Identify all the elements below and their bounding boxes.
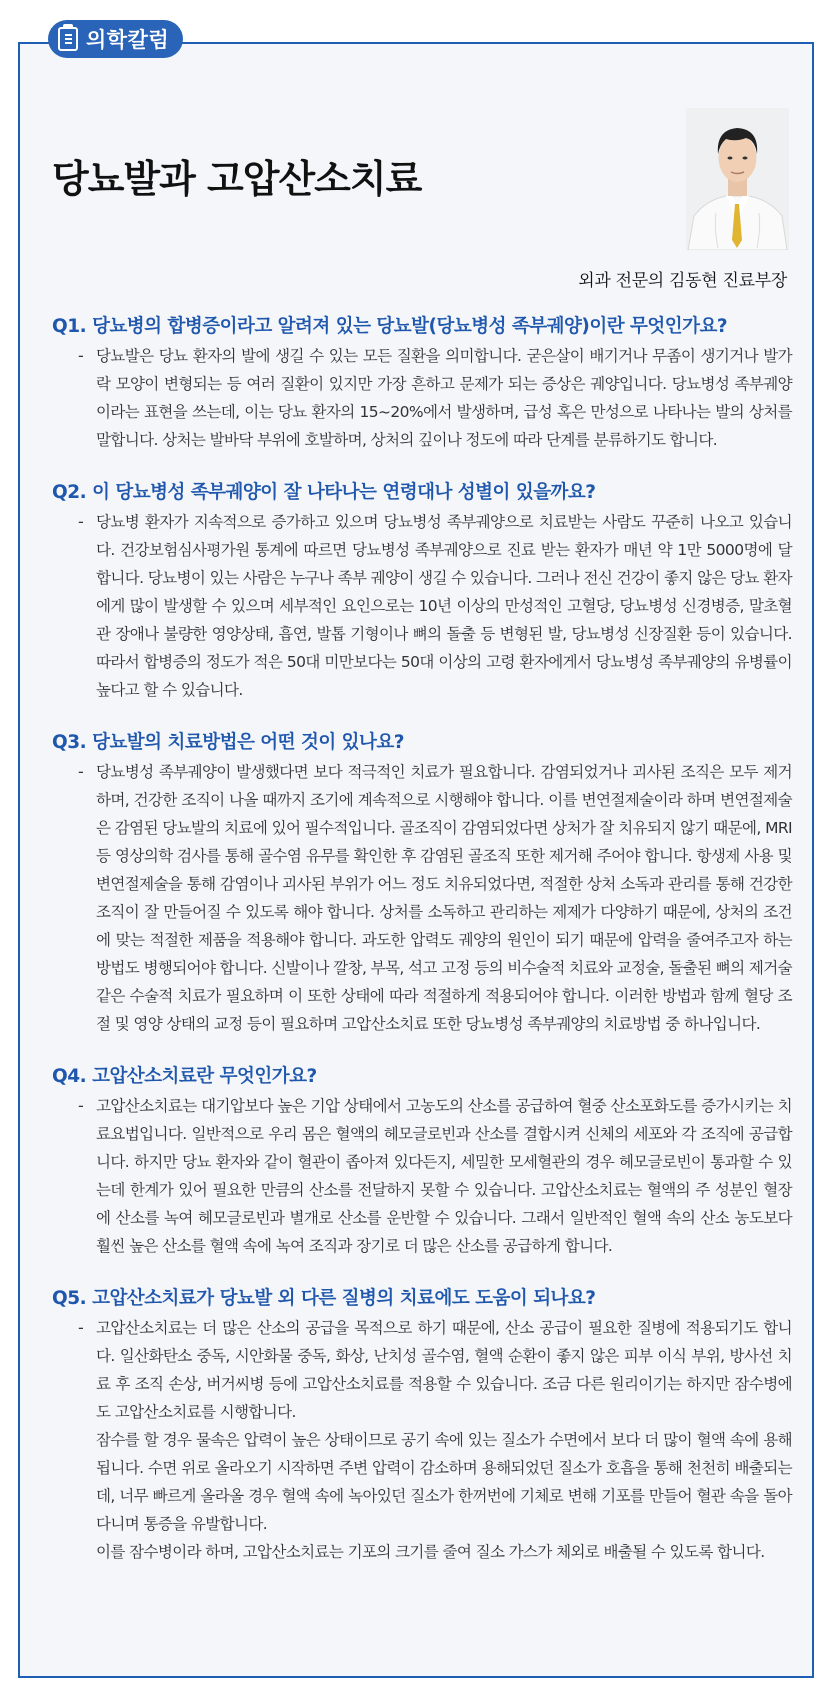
- answer-paragraph: 이를 잠수병이라 하며, 고압산소치료는 기포의 크기를 줄여 질소 가스가 체외로 배출될 수 있도록 합니다.: [96, 1543, 765, 1561]
- answer-2: [52, 508, 792, 704]
- question-5: Q5. 고압산소치료가 당뇨발 외 다른 질병의 치료에도 도움이 되나요?: [52, 1288, 596, 1309]
- answer-3: [52, 758, 792, 1038]
- answer-paragraph: - 당뇨발은 당뇨 환자의 발에 생길 수 있는 모든 질환을 의미합니다. 굳은살이 배기거나 무좀이 생기거나 발가락 모양이 변형되는 등 여러 질환이 있지만 가장 흔하고 문제가 되는 증상은 궤양입니다. 당뇨병성 족부궤양이라는 표현을 쓰는데, 이는 당뇨 환자의 15~20%에서 발생하며, 급성 혹은 만성으로 나타나는 발의 상처를 말합니다. 상처는 발바닥 부위에 호발하며, 상처의 깊이나 정도에 따라 단계를 분류하기도 합니다.: [96, 347, 792, 449]
- question-1: Q1. 당뇨병의 합병증이라고 알려져 있는 당뇨발(당뇨병성 족부궤양)이란 무엇인가요?: [52, 316, 728, 337]
- question-2: Q2. 이 당뇨병성 족부궤양이 잘 나타나는 연령대나 성별이 있을까요?: [52, 482, 596, 503]
- column-tag-label: 의학칼럼: [86, 28, 170, 52]
- answer-5: [52, 1314, 792, 1566]
- answer-paragraph: - 고압산소치료는 더 많은 산소의 공급을 목적으로 하기 때문에, 산소 공급이 필요한 질병에 적용되기도 합니다. 일산화탄소 중독, 시안화물 중독, 화상, 난치성 골수염, 혈액 순환이 좋지 않은 피부 이식 부위, 방사선 치료 후 조직 손상, 버거씨병 등에 고압산소치료를 적용할 수 있습니다. 조금 다른 원리이기는 하지만 잠수병에도 고압산소치료를 시행합니다.: [96, 1319, 792, 1421]
- column-tag: [48, 20, 183, 58]
- author-byline: 외과 전문의 김동현 진료부장: [578, 271, 787, 291]
- answer-paragraph: - 당뇨병 환자가 지속적으로 증가하고 있으며 당뇨병성 족부궤양으로 치료받는 사람도 꾸준히 나오고 있습니다. 건강보험심사평가원 통계에 따르면 당뇨병성 족부궤양으로 진료 받는 환자가 매년 약 1만 5000명에 달합니다. 당뇨병이 있는 사람은 누구나 족부 궤양이 생길 수 있습니다. 그러나 전신 건강이 좋지 않은 당뇨 환자에게 많이 발생할 수 있으며 세부적인 요인으로는 10년 이상의 만성적인 고혈당, 당뇨병성 신경병증, 말초혈관 장애나 불량한 영양상태, 흡연, 발톱 기형이나 뼈의 돌출 등 변형된 발, 당뇨병성 신장질환 등이 있습니다. 따라서 합병증의 정도가 적은 50대 미만보다는 50대 이상의 고령 환자에게서 당뇨병성 족부궤양의 유병률이 높다고 할 수 있습니다.: [96, 513, 792, 699]
- qa-item-5: [52, 1284, 792, 1566]
- qa-list: [52, 312, 792, 1590]
- document-icon: [58, 27, 78, 51]
- answer-1: [52, 342, 792, 454]
- question-4: Q4. 고압산소치료란 무엇인가요?: [52, 1066, 317, 1087]
- question-3: Q3. 당뇨발의 치료방법은 어떤 것이 있나요?: [52, 732, 404, 753]
- doctor-photo: [686, 108, 789, 250]
- answer-paragraph: 잠수를 할 경우 물속은 압력이 높은 상태이므로 공기 속에 있는 질소가 수면에서 보다 더 많이 혈액 속에 용해됩니다. 수면 위로 올라오기 시작하면 주변 압력이 감소하며 용해되었던 질소가 호흡을 통해 천천히 배출되는데, 너무 빠르게 올라올 경우 혈액 속에 녹아있던 질소가 한꺼번에 기체로 변해 기포를 만들어 혈관 속을 돌아다니며 통증을 유발합니다.: [96, 1431, 792, 1533]
- article-title: 당뇨발과 고압산소치료: [52, 157, 422, 201]
- qa-item-4: [52, 1062, 792, 1260]
- qa-item-1: [52, 312, 792, 454]
- answer-paragraph: - 고압산소치료는 대기압보다 높은 기압 상태에서 고농도의 산소를 공급하여 혈중 산소포화도를 증가시키는 치료요법입니다. 일반적으로 우리 몸은 혈액의 헤모글로빈과 산소를 결합시켜 신체의 세포와 각 조직에 공급합니다. 하지만 당뇨 환자와 같이 혈관이 좁아져 있다든지, 세밀한 모세혈관의 경우 헤모글로빈이 통과할 수 있는데 한계가 있어 필요한 만큼의 산소를 전달하지 못할 수 있습니다. 고압산소치료는 혈액의 주 성분인 혈장에 산소를 녹여 헤모글로빈과 별개로 산소를 운반할 수 있습니다. 그래서 일반적인 혈액 속의 산소 농도보다 훨씬 높은 산소를 혈액 속에 녹여 조직과 장기로 더 많은 산소를 공급하게 합니다.: [96, 1097, 792, 1255]
- qa-item-3: [52, 728, 792, 1038]
- qa-item-2: [52, 478, 792, 704]
- doctor-portrait: [686, 108, 789, 250]
- answer-4: [52, 1092, 792, 1260]
- answer-paragraph: - 당뇨병성 족부궤양이 발생했다면 보다 적극적인 치료가 필요합니다. 감염되었거나 괴사된 조직은 모두 제거하며, 건강한 조직이 나올 때까지 조기에 계속적으로 시행해야 합니다. 이를 변연절제술이라 하며 변연절제술은 감염된 당뇨발의 치료에 있어 필수적입니다. 골조직이 감염되었다면 상처가 잘 치유되지 않기 때문에, MRI 등 영상의학 검사를 통해 골수염 유무를 확인한 후 감염된 골조직 또한 제거해 주어야 합니다. 항생제 사용 및 변연절제술을 통해 감염이나 괴사된 부위가 어느 정도 치유되었다면, 적절한 상처 소독과 관리를 통해 건강한 조직이 잘 만들어질 수 있도록 해야 합니다. 상처를 소독하고 관리하는 제제가 다양하기 때문에, 상처의 조건에 맞는 적절한 제품을 적용해야 합니다. 과도한 압력도 궤양의 원인이 되기 때문에 압력을 줄여주고자 하는 방법도 병행되어야 합니다. 신발이나 깔창, 부목, 석고 고정 등의 비수술적 치료와 교정술, 돌출된 뼈의 제거술 같은 수술적 치료가 필요하며 이 또한 상태에 따라 적절하게 적용되어야 합니다. 이러한 방법과 함께 혈당 조절 및 영양 상태의 교정 등이 필요하며 고압산소치료 또한 당뇨병성 족부궤양의 치료방법 중 하나입니다.: [96, 763, 792, 1033]
